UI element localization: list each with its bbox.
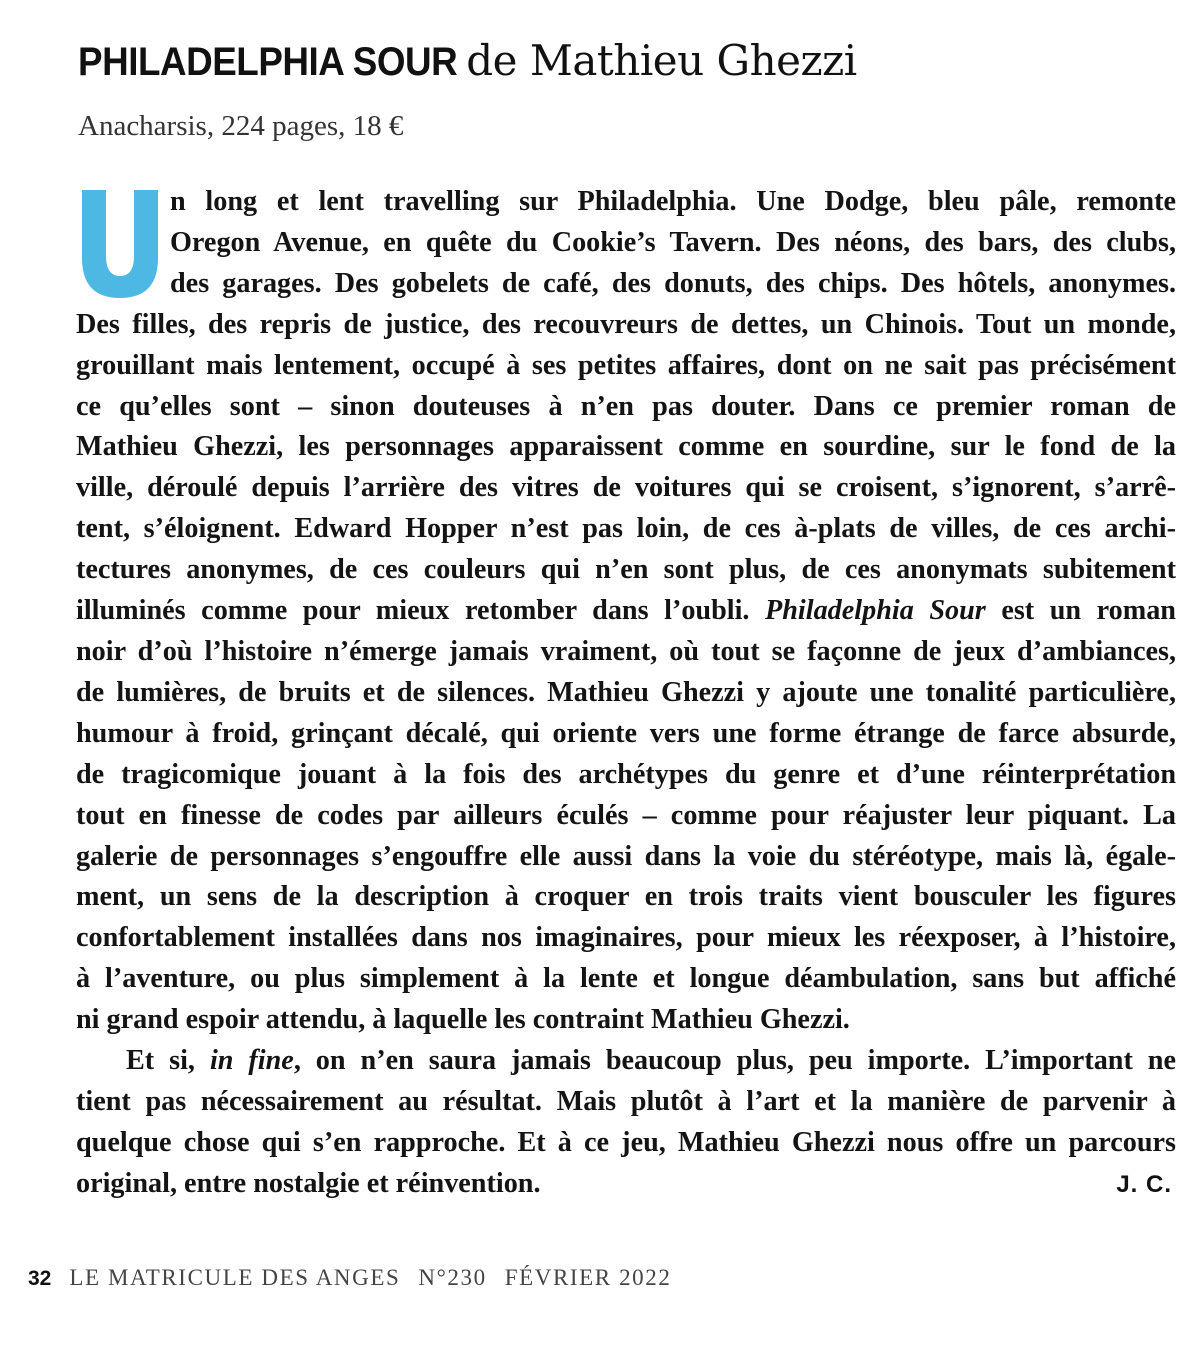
text-line: original, entre nostalgie et réinvention. xyxy=(76,1167,541,1199)
text-line: Mathieu Ghezzi, les personnages apparaissent comme en sourdine, sur le fond de la xyxy=(76,431,1176,463)
article-title xyxy=(78,36,857,85)
page-number: 32 xyxy=(28,1267,52,1290)
signature: J. C. xyxy=(1116,1170,1172,1198)
paragraph-1 xyxy=(76,182,1176,1041)
text-line: ville, déroulé depuis l’arrière des vitres de voitures qui se croisent, s’ignorent, s’arrê- xyxy=(76,472,1176,504)
dropcap-letter-u xyxy=(80,190,160,298)
text-line: n long et lent travelling sur Philadelphia. Une Dodge, bleu pâle, remonte xyxy=(170,186,1176,217)
closing-row xyxy=(76,1164,1176,1206)
text-segment: , on n’en saura jamais beaucoup plus, peu importe. L’important ne xyxy=(293,1045,1176,1077)
article-body xyxy=(76,182,1176,1206)
issue-date: FÉVRIER 2022 xyxy=(504,1265,672,1290)
text-line: grouillant mais lentement, occupé à ses petites affaires, dont on ne sait pas précisément xyxy=(76,349,1176,381)
text-line: des garages. Des gobelets de café, des donuts, des chips. Des hôtels, anonymes. xyxy=(170,267,1176,299)
text-line: ce qu’elles sont – sinon douteuses à n’en pas douter. Dans ce premier roman de xyxy=(76,390,1176,422)
book-title: PHILADELPHIA SOUR xyxy=(78,40,458,84)
author-line: de Mathieu Ghezzi xyxy=(466,36,857,85)
text-line xyxy=(76,1041,1176,1082)
italic-phrase: in fine xyxy=(209,1045,294,1077)
text-line: à l’aventure, ou plus simplement à la lente et longue déambulation, sans but affiché xyxy=(76,963,1176,995)
text-line: ment, un sens de la description à croquer en trois traits vient bousculer les figures xyxy=(76,881,1176,913)
page-footer xyxy=(28,1266,685,1289)
text-line: quelque chose qui s’en rapproche. Et à ce jeu, Mathieu Ghezzi nous offre un parcours xyxy=(76,1126,1176,1158)
text-line: de lumières, de bruits et de silences. Mathieu Ghezzi y ajoute une tonalité particulière, xyxy=(76,676,1176,708)
publication-info: Anacharsis, 224 pages, 18 € xyxy=(78,110,404,142)
text-line: galerie de personnages s’engouffre elle aussi dans la voie du stéréotype, mais là, égale- xyxy=(76,840,1176,872)
text-line: tectures anonymes, de ces couleurs qui n’en sont plus, de ces anonymats subitement xyxy=(76,554,1176,586)
text-line: Oregon Avenue, en quête du Cookie’s Tavern. Des néons, des bars, des clubs, xyxy=(170,226,1176,258)
text-segment: illuminés comme pour mieux retomber dans l’oubli. xyxy=(76,595,750,627)
text-line: humour à froid, grinçant décalé, qui oriente vers une forme étrange de farce absurde, xyxy=(76,717,1176,749)
text-line: noir d’où l’histoire n’émerge jamais vraiment, où tout se façonne de jeux d’ambiances, xyxy=(76,635,1176,667)
text-line xyxy=(76,591,1176,632)
text-line: tout en finesse de codes par ailleurs éculés – comme pour réajuster leur piquant. La xyxy=(76,799,1176,831)
text-line: tient pas nécessairement au résultat. Mais plutôt à l’art et la manière de parvenir à xyxy=(76,1085,1176,1117)
text-segment: est un roman xyxy=(1001,595,1176,627)
text-line: ni grand espoir attendu, à laquelle les contraint Mathieu Ghezzi. xyxy=(76,1004,850,1036)
book-title-italic: Philadelphia Sour xyxy=(765,595,986,627)
text-line: tent, s’éloignent. Edward Hopper n’est pas loin, de ces à-plats de villes, de ces archi- xyxy=(76,513,1176,545)
magazine-name: LE MATRICULE DES ANGES xyxy=(69,1265,401,1290)
issue-number: N°230 xyxy=(418,1265,487,1290)
text-line: de tragicomique jouant à la fois des archétypes du genre et d’une réinterprétation xyxy=(76,758,1176,790)
paragraph-2 xyxy=(76,1041,1176,1206)
text-line: confortablement installées dans nos imaginaires, pour mieux les réexposer, à l’histoire, xyxy=(76,922,1176,954)
text-segment: Et si, xyxy=(126,1045,195,1077)
dropcap xyxy=(80,190,160,298)
text-line: Des filles, des repris de justice, des recouvreurs de dettes, un Chinois. Tout un monde, xyxy=(76,308,1176,340)
